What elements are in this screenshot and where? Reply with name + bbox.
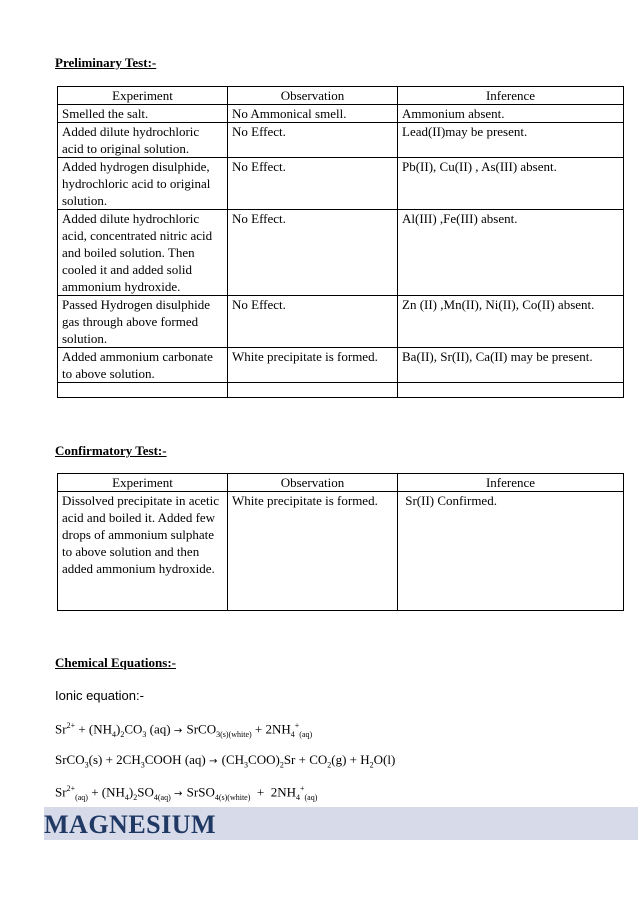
equations-heading: Chemical Equations:- — [55, 655, 177, 670]
table-cell: No Effect. — [228, 296, 398, 348]
table-row — [58, 123, 624, 158]
column-header: Observation — [228, 474, 398, 492]
table-cell: Ammonium absent. — [398, 105, 624, 123]
table-cell: Lead(II)may be present. — [398, 123, 624, 158]
column-header: Inference — [398, 87, 624, 105]
table-row — [58, 210, 624, 296]
table-cell — [58, 383, 228, 398]
equation-1: $Sr^{2+} + (NH_4)_2CO_3$ (aq) → SrCO$_{3(s)(white)}$ + $2NH_4^+_{(aq)}$ — [55, 721, 313, 739]
table-header-row — [58, 474, 624, 492]
table-row — [58, 492, 624, 611]
column-header: Experiment — [58, 474, 228, 492]
table-cell: Sr(II) Confirmed. — [398, 492, 624, 611]
table-cell: Al(III) ,Fe(III) absent. — [398, 210, 624, 296]
table-cell: No Effect. — [228, 158, 398, 210]
table-row-empty — [58, 383, 624, 398]
table-cell: Passed Hydrogen disulphide gas through above formed solution. — [58, 296, 228, 348]
preliminary-table — [57, 86, 624, 398]
table-cell: Zn (II) ,Mn(II), Ni(II), Co(II) absent. — [398, 296, 624, 348]
arrow-icon: → — [209, 756, 219, 767]
arrow-icon: → — [174, 788, 184, 800]
table-row — [58, 296, 624, 348]
column-header: Experiment — [58, 87, 228, 105]
table-cell: Added dilute hydrochloric acid to original solution. — [58, 123, 228, 158]
table-cell — [228, 383, 398, 398]
table-cell: Ba(II), Sr(II), Ca(II) may be present. — [398, 348, 624, 383]
confirmatory-heading: Confirmatory Test:- — [55, 443, 167, 458]
preliminary-heading: Preliminary Test:- — [55, 55, 157, 70]
table-row — [58, 348, 624, 383]
table-cell — [398, 383, 624, 398]
column-header: Inference — [398, 474, 624, 492]
equation-2: SrCO$_3$(s) + $2CH_3COOH$ $(aq) \to (CH_3COO)_2Sr + CO_2(g) + H_2O(l)$ — [55, 752, 396, 770]
section-banner — [44, 807, 638, 840]
table-cell: Pb(II), Cu(II) , As(III) absent. — [398, 158, 624, 210]
table-cell: Dissolved precipitate in acetic acid and boiled it. Added few drops of ammonium sulphate to above solution and then added ammonium hydroxide. — [58, 492, 228, 611]
table-row — [58, 158, 624, 210]
table-cell: Smelled the salt. — [58, 105, 228, 123]
ionic-equation-label: Ionic equation:- — [55, 688, 144, 703]
table-cell: Added dilute hydrochloric acid, concentrated nitric acid and boiled solution. Then cooled it and added solid ammonium hydroxide. — [58, 210, 228, 296]
column-header: Observation — [228, 87, 398, 105]
confirmatory-table — [57, 473, 624, 611]
table-cell: White precipitate is formed. — [228, 348, 398, 383]
equation-3: $Sr^{2+}_{(aq)} + (NH_4)_2SO_{4(aq)}$ → SrSO$_{4(s)(white)}$ + $2NH_4^+_{(aq)}$ — [55, 784, 318, 802]
table-header-row — [58, 87, 624, 105]
table-cell: Added hydrogen disulphide, hydrochloric acid to original solution. — [58, 158, 228, 210]
table-cell: No Effect. — [228, 123, 398, 158]
table-cell: Added ammonium carbonate to above solution. — [58, 348, 228, 383]
table-cell: No Effect. — [228, 210, 398, 296]
banner-title: MAGNESIUM — [44, 810, 217, 839]
table-row — [58, 105, 624, 123]
table-cell: No Ammonical smell. — [228, 105, 398, 123]
arrow-icon: → — [173, 725, 184, 737]
table-cell: White precipitate is formed. — [228, 492, 398, 611]
